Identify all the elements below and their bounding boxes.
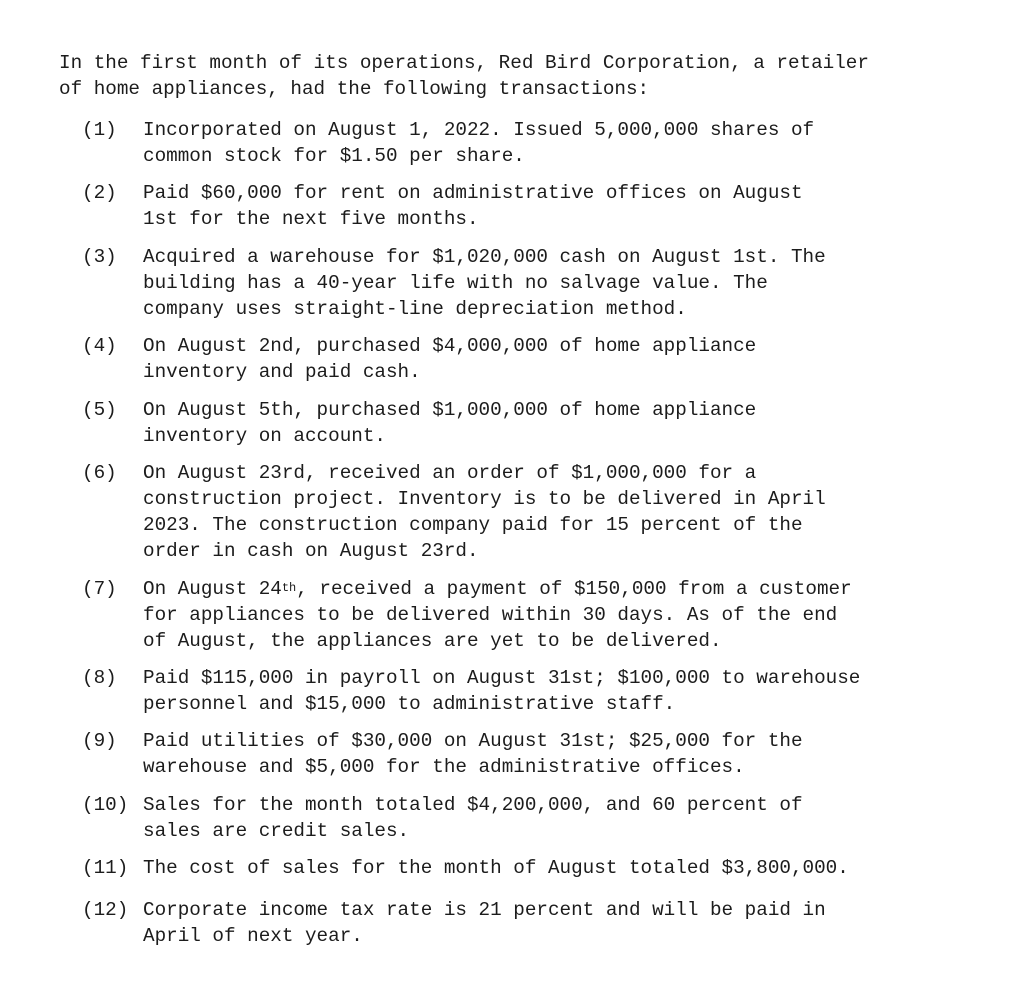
item-text: Corporate income tax rate is 21 percent and will be paid in April of next year. — [143, 899, 826, 947]
item-text: On August 23rd, received an order of $1,000,000 for a construction project. Inventory is to be delivered in April 2023. The construction company paid for 15 percent of the order in cash on August 23rd. — [143, 462, 826, 562]
intro-line-1: In the first month of its operations, Red Bird Corporation, a retailer — [59, 52, 869, 74]
item-text: Paid $115,000 in payroll on August 31st; $100,000 to warehouse personnel and $15,000 to administrative staff. — [143, 667, 861, 715]
item-text: Sales for the month totaled $4,200,000, and 60 percent of sales are credit sales. — [143, 794, 803, 842]
item-text: On August 2nd, purchased $4,000,000 of home appliance inventory and paid cash. — [143, 335, 757, 383]
item-number: (11) — [82, 857, 129, 879]
item-text: Acquired a warehouse for $1,020,000 cash on August 1st. The building has a 40-year life with no salvage value. The company uses straight-line depreciation method. — [143, 246, 826, 320]
item-text: On August 5th, purchased $1,000,000 of home appliance inventory on account. — [143, 399, 757, 447]
item-text: Paid utilities of $30,000 on August 31st; $25,000 for the warehouse and $5,000 for the administrative offices. — [143, 730, 803, 778]
item-number: (1) — [82, 119, 117, 141]
item-number: (8) — [82, 667, 117, 689]
item-text: Incorporated on August 1, 2022. Issued 5,000,000 shares of common stock for $1.50 per share. — [143, 119, 815, 167]
item-number: (4) — [82, 335, 117, 357]
item-number: (9) — [82, 730, 117, 752]
item-number: (7) — [82, 578, 117, 600]
item-number: (3) — [82, 246, 117, 268]
item-text: The cost of sales for the month of August totaled $3,800,000. — [143, 857, 849, 879]
item-number: (6) — [82, 462, 117, 484]
intro-line-2: of home appliances, had the following transactions: — [59, 78, 650, 100]
ordinal-suffix: th — [281, 581, 297, 595]
item-number: (12) — [82, 899, 129, 921]
item-text: On August 24th, received a payment of $150,000 from a customer for appliances to be delivered within 30 days. As of the end of August, the appliances are yet to be delivered. — [143, 578, 852, 652]
item-number: (10) — [82, 794, 129, 816]
item-number: (5) — [82, 399, 117, 421]
item-text: Paid $60,000 for rent on administrative offices on August 1st for the next five months. — [143, 182, 803, 230]
item-number: (2) — [82, 182, 117, 204]
intro-paragraph — [59, 50, 999, 102]
